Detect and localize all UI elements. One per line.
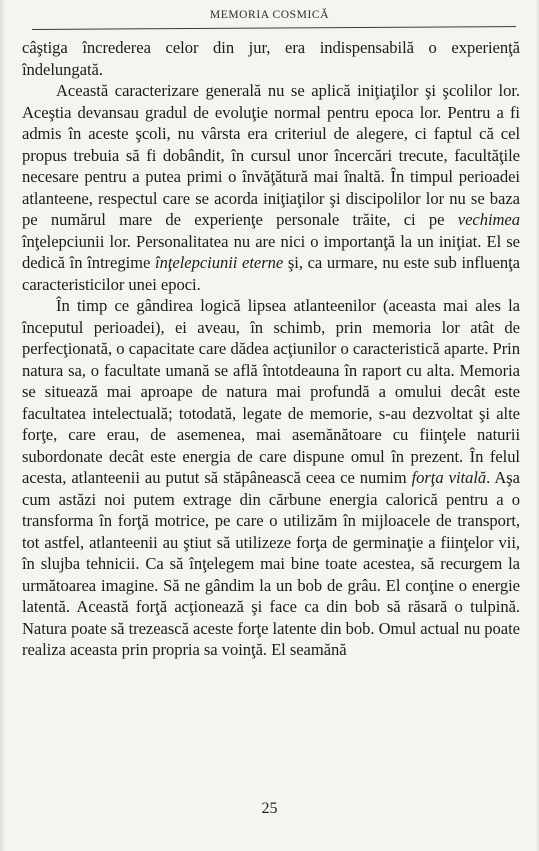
scan-shadow-right: [535, 0, 539, 851]
paragraph-initiates-text-a: Această caracterizare generală nu se aplică iniţiaţilor şi şcolilor lor. Aceştia devansau gradul de evoluţie normal pentru epoca lor. Pentru a fi admis în aceste şcoli, nu vârsta era criteriul de alegere, ci faptul că cel propus trebuia să fi dobândit, în cursul unor încercări trecute, facultăţile necesare pentru a putea primi o învăţătură mai înaltă. În timpul perioadei atlanteene, respectul care se acorda iniţiaţilor şi discipolilor lor nu se baza pe numărul mare de experienţe personale trăite, ci pe: [22, 81, 520, 229]
emphasis-vechimea: vechimea: [457, 210, 520, 229]
paragraph-memory: [22, 295, 520, 661]
emphasis-forta-vitala: forţa vitală: [411, 468, 487, 487]
paragraph-initiates-text-c: şi, ca urmare, nu este sub influenţa caracteristicilor unei epoci.: [22, 253, 520, 294]
header-rule: [32, 26, 516, 30]
emphasis-intelepciunii-eterne: înţelepciunii eterne: [155, 253, 284, 272]
running-header: MEMORIA COSMICĂ: [209, 9, 330, 21]
paragraph-memory-text-b: . Aşa cum astăzi noi putem extrage din cărbune energia calorică pentru a o transforma în forţă motrice, pe care o utilizăm în mijloacele de transport, tot astfel, atlanteenii au ştiut să utilizeze forţa de germinaţie a fiinţelor vii, în slujba tehnicii. Ca să înţelegem mai bine toate acestea, să recurgem la următoarea imagine. Să ne gândim la un bob de grâu. El conţine o energie latentă. Această forţă acţionează şi face ca din bob să răsară o tulpină. Natura poate să trezească aceste forţe latente din bob. Omul actual nu poate realiza aceasta prin propria sa voinţă. El seamănă: [22, 468, 520, 659]
scan-shadow-left: [0, 0, 6, 851]
page-number: 25: [261, 800, 278, 817]
body-text: [22, 37, 520, 661]
paragraph-memory-text-a: În timp ce gândirea logică lipsea atlanteenilor (aceasta mai ales la începutul perioadei), ei aveau, în schimb, prin memoria lor atât de perfecţionată, o capacitate care dădea acţiunilor o caracteristică aparte. Prin natura sa, o facultate umană se află întotdeauna în raport cu alta. Memoria se situează mai aproape de natura mai profundă a omului decât este facultatea intelectuală; totodată, legate de memorie, s-au dezvoltat şi alte forţe, care erau, de asemenea, mai asemănătoare cu fiinţele naturii subordonate decât este energia de care dispune omul în prezent. În felul acesta, atlanteenii au putut să stăpânească ceea ce numim: [22, 296, 520, 487]
paragraph-continued: câştiga încrederea celor din jur, era indispensabilă o experienţă îndelungată.: [22, 38, 520, 79]
paragraph-initiates: [22, 80, 520, 295]
paragraph-initiates-text-b: înţelepciunii lor. Personalitatea nu are nici o importanţă la un iniţiat. El se dedică în întregime: [22, 231, 520, 272]
